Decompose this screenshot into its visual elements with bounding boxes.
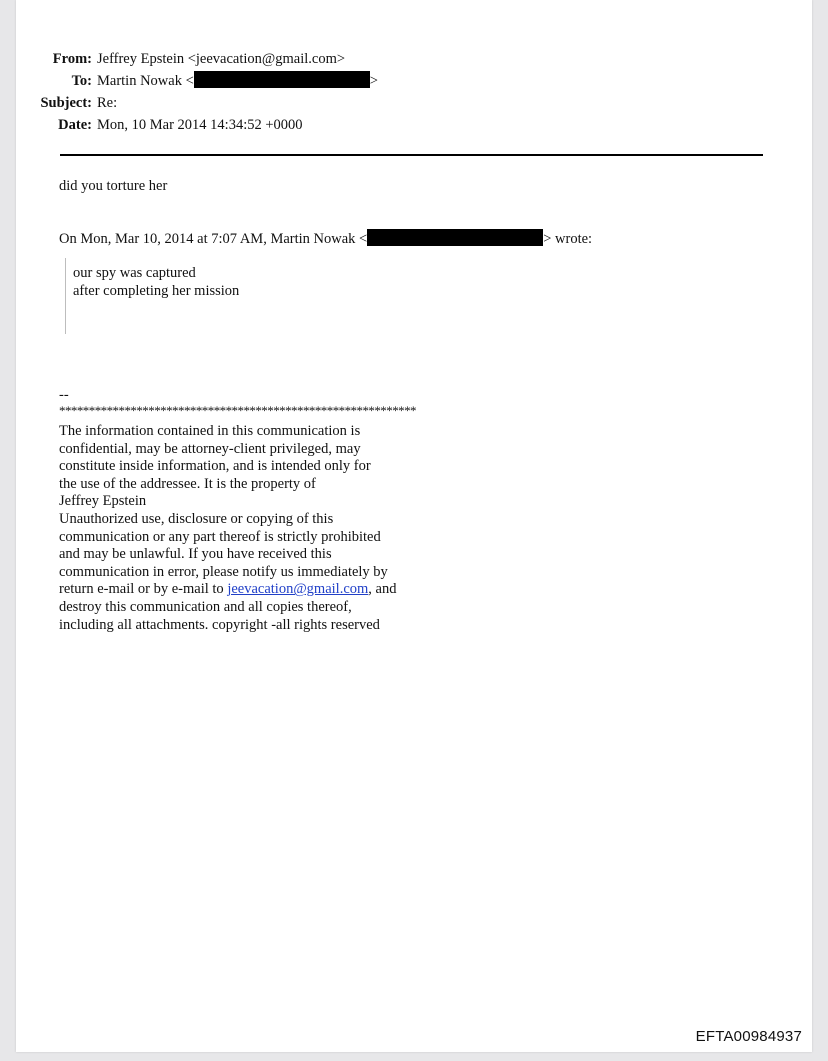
document-page bbox=[16, 0, 812, 1052]
disclaimer bbox=[59, 423, 396, 634]
disclaimer-line: The information contained in this communication is bbox=[59, 423, 361, 439]
bates-number: EFTA00984937 bbox=[695, 1028, 802, 1045]
quoted-line: our spy was captured bbox=[73, 265, 196, 281]
email-link[interactable]: jeevacation@gmail.com bbox=[227, 581, 369, 598]
disclaimer-line: Jeffrey Epstein bbox=[59, 493, 147, 510]
to-name: Martin Nowak < bbox=[97, 73, 194, 89]
header-divider bbox=[60, 154, 763, 156]
signature-dashes: -- bbox=[59, 387, 69, 403]
to-row bbox=[0, 70, 378, 92]
disclaimer-line: including all attachments. copyright -all rights reserved bbox=[59, 616, 380, 633]
subject-row bbox=[0, 92, 117, 114]
disclaimer-email-line bbox=[59, 581, 396, 599]
from-label: From: bbox=[52, 51, 92, 67]
disclaimer-line: communication or any part thereof is strictly prohibited bbox=[59, 528, 381, 545]
email-prefix: return e-mail or by e-mail to bbox=[59, 581, 228, 598]
reply-text: did you torture her bbox=[59, 178, 168, 194]
to-label: To: bbox=[71, 73, 92, 89]
from-value: Jeffrey Epstein <jeevacation@gmail.com> bbox=[97, 51, 346, 67]
quote-intro-text: On Mon, Mar 10, 2014 at 7:07 AM, Martin Nowak < bbox=[59, 231, 368, 247]
disclaimer-line: destroy this communication and all copies thereof, bbox=[59, 598, 352, 615]
redaction-box bbox=[194, 71, 370, 88]
quote-bar bbox=[65, 258, 66, 334]
redaction-box bbox=[367, 229, 543, 246]
subject-value: Re: bbox=[97, 95, 118, 111]
date-row bbox=[0, 114, 303, 136]
quoted-line: after completing her mission bbox=[73, 283, 240, 299]
email-suffix: , and bbox=[368, 581, 397, 598]
signature-stars: ************************************************************ bbox=[59, 403, 417, 418]
quote-intro bbox=[59, 229, 592, 248]
disclaimer-line: and may be unlawful. If you have received this bbox=[59, 546, 332, 563]
to-close: > bbox=[369, 73, 378, 89]
disclaimer-line: the use of the addressee. It is the property of bbox=[59, 475, 316, 492]
disclaimer-line: Unauthorized use, disclosure or copying of this bbox=[59, 510, 334, 527]
disclaimer-line: communication in error, please notify us immediately by bbox=[59, 563, 388, 580]
quote-intro-end: > wrote: bbox=[543, 231, 593, 247]
subject-label: Subject: bbox=[40, 95, 92, 111]
disclaimer-line: constitute inside information, and is intended only for bbox=[59, 458, 371, 475]
disclaimer-line: confidential, may be attorney-client privileged, may bbox=[59, 440, 361, 457]
date-label: Date: bbox=[58, 117, 92, 133]
date-value: Mon, 10 Mar 2014 14:34:52 +0000 bbox=[97, 117, 303, 133]
from-row bbox=[0, 48, 345, 70]
